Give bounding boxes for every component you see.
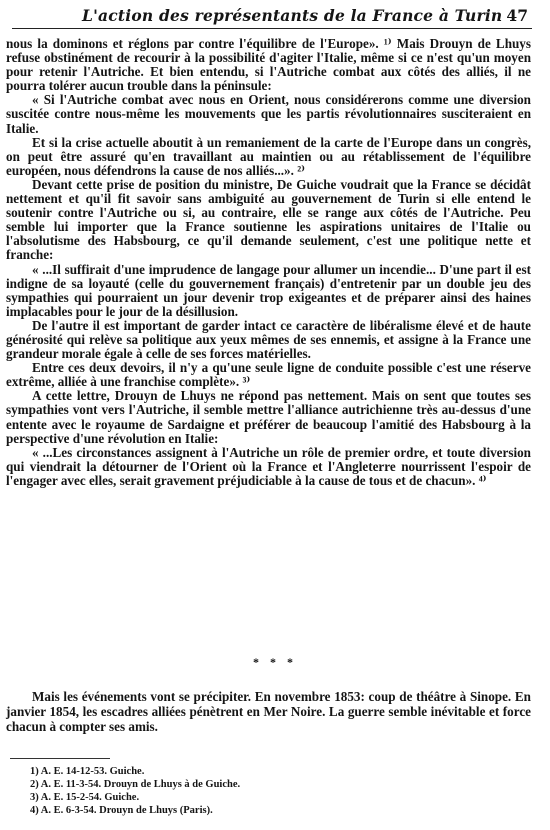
body-text (6, 37, 531, 488)
footnote: 3) A. E. 15-2-54. Guiche. (30, 792, 140, 803)
paragraph: Mais les événements vont se précipiter. En novembre 1853: coup de théâtre à Sinope. En janvier 1854, les escadres alliées pénètrent en Mer Noire. La guerre semble inévitable et force chacun à compter ses amis. (6, 689, 531, 735)
footnote: 4) A. E. 6-3-54. Drouyn de Lhuys (Paris). (30, 805, 213, 816)
running-header (12, 6, 532, 29)
quotation: « ...Il suffirait d'une imprudence de langage pour allumer un incendie... D'une part il est indigne de sa loyauté (celle du gouvernement français) d'entretenir par un double jeu des sympathies qui pourraient un jour devenir trop exigeantes et de préparer ainsi des haines implacables pour le jour de la désillusion. (6, 261, 531, 319)
footnotes (30, 765, 510, 817)
paragraph: A cette lettre, Drouyn de Lhuys ne répond pas nettement. Mais on sent que toutes ses sympathies vont vers l'Autriche, il semble mettre l'alliance autrichienne très au-dessus d'une entente avec le royaume de Sardaigne et préférer de beaucoup l'amitié des Habsbourg à la perspective d'une révolution en Italie: (6, 388, 531, 446)
quotation: « ...Les circonstances assignent à l'Autriche un rôle de premier ordre, et toute diversion qui viendrait la détourner de l'Orient où la France et l'Angleterre nourrissent l'espoir de l'engager avec elles, serait gravement préjudiciable à la cause de tous et de chacun». ⁴⁾ (6, 444, 531, 488)
quotation: « Si l'Autriche combat avec nous en Orient, nous considérerons comme une diversion suscitée contre nous-même les mouvements que les partis révolutionnaires susciteraient en Italie. (6, 92, 531, 136)
quotation-continued: Et si la crise actuelle aboutit à un remaniement de la carte de l'Europe dans un congrès, on peut être assuré qu'en travaillant au maintien ou au rétablissement de l'équilibre européen, nous défendrons la cause de nos alliés...». ²⁾ (6, 134, 531, 178)
closing-paragraph (6, 689, 531, 735)
paragraph: nous la dominons et réglons par contre l'équilibre de l'Europe». ¹⁾ Mais Drouyn de Lhuys refuse obstinément de recourir à la possibilité d'agiter l'Italie, même si ce n'est qu'un moyen pour retenir l'Autriche. Et bien entendu, si l'Autriche combat aux côtés des alliés, il ne pourra tolérer aucun trouble dans la péninsule: (6, 36, 531, 94)
quotation-continued: De l'autre il est important de garder intact ce caractère de libéralisme élevé et de haute générosité qui relève sa politique aux yeux mêmes de ses ennemis, et assigne à la France une grandeur morale égale à celle de ses forces matérielles. (6, 317, 531, 362)
footnote: 1) A. E. 14-12-53. Guiche. (30, 766, 145, 777)
page-number: 47 (506, 6, 528, 25)
quotation-continued: Entre ces deux devoirs, il n'y a qu'une seule ligne de conduite possible c'est une réserve extrême, alliée à une franchise complète». ³⁾ (6, 360, 531, 390)
footnote-divider (10, 758, 110, 759)
section-separator: * * * (253, 655, 297, 669)
footnote: 2) A. E. 11-3-54. Drouyn de Lhuys à de Guiche. (30, 779, 241, 790)
paragraph: Devant cette prise de position du ministre, De Guiche voudrait que la France se décidât nettement et qu'il fit savoir sans ambiguité au gouvernement de Turin si elle entend le soutenir contre l'Autriche ou si, au contraire, elle se range aux côtés de l'Autriche. Peu semble lui importer que la France soutienne les aspirations unitaires de l'Italie ou l'absolutisme des Habsbourg, ce qu'il demande seulement, c'est une politique nette et franche: (6, 176, 531, 263)
running-title: L'action des représentants de la France à Turin (82, 6, 503, 25)
